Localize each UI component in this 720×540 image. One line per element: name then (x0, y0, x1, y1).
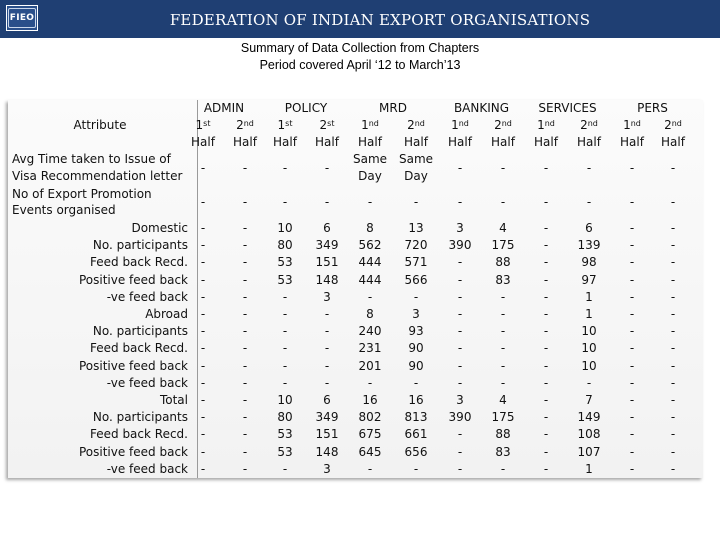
cell-value: - (457, 341, 463, 356)
cell-value: - (500, 289, 506, 304)
cell-value: - (367, 461, 373, 476)
cell-value: - (200, 307, 206, 321)
cell-value: 1 (585, 461, 593, 476)
cell-value: 10 (581, 341, 597, 356)
cell-value: - (367, 375, 373, 390)
cell-value: 139 (577, 238, 601, 253)
cell-value: - (242, 341, 248, 356)
attribute-header: Attribute (73, 118, 127, 132)
cell-value: - (282, 461, 288, 476)
cell-value: - (629, 375, 635, 390)
attribute-label: Visa Recommendation letter (12, 169, 183, 183)
cell-value: - (324, 307, 330, 321)
cell-value: 53 (277, 444, 293, 459)
cell-value: - (200, 375, 206, 390)
half-label: Half (448, 135, 472, 149)
cell-value: - (242, 238, 248, 253)
half-header (481, 117, 525, 134)
cell-value: 149 (577, 410, 601, 425)
row-label: Positive feed back (78, 358, 188, 373)
cell-value: - (457, 289, 463, 304)
cell-value: - (543, 461, 549, 476)
cell-value: 148 (315, 272, 339, 287)
half-number: 2 (494, 118, 502, 132)
half-ordinal: nd (587, 119, 598, 128)
cell-value: 53 (277, 427, 293, 442)
cell-value: 349 (315, 410, 339, 425)
half-number: 2 (319, 118, 328, 132)
cell-value: - (242, 221, 248, 235)
cell-value: - (543, 375, 549, 390)
cell-value: - (324, 375, 330, 390)
cell-value: - (282, 289, 288, 304)
row-label: -ve feed back (106, 461, 188, 476)
cell-value: 231 (358, 341, 382, 356)
cell-value: - (500, 461, 506, 476)
cell-value: 10 (581, 324, 597, 339)
cell-value: - (324, 161, 330, 175)
half-header (223, 117, 267, 134)
cell-value: - (629, 238, 635, 253)
cell-value: 349 (315, 238, 339, 253)
cell-value: - (670, 272, 676, 287)
half-label: Half (534, 135, 558, 149)
cell-value: - (543, 289, 549, 304)
cell-value: - (670, 427, 676, 442)
cell-value: 175 (491, 238, 515, 253)
cell-value: - (670, 324, 676, 339)
cell-value: - (242, 444, 248, 459)
group-header-banking: BANKING (453, 101, 510, 115)
cell-value: 3 (323, 461, 331, 476)
row-label: Feed back Recd. (90, 341, 188, 356)
cell-value: 1 (585, 307, 593, 321)
half-header (394, 117, 438, 134)
cell-value: - (242, 255, 248, 270)
half-number: 1 (537, 118, 545, 132)
cell-value: - (629, 289, 635, 304)
cell-value: - (242, 358, 248, 373)
row-label: Abroad (145, 307, 188, 321)
half-label: Half (404, 135, 428, 149)
cell-value: - (500, 375, 506, 390)
cell-value: 3 (412, 307, 420, 321)
cell-value: - (200, 358, 206, 373)
row-label: Total (159, 393, 188, 407)
cell-value: 175 (491, 410, 515, 425)
cell-value: - (543, 427, 549, 442)
cell-value: - (200, 393, 206, 407)
cell-value: 6 (585, 221, 593, 235)
row-label: Positive feed back (78, 444, 188, 459)
cell-value: - (543, 221, 549, 235)
cell-value: 656 (404, 444, 428, 459)
cell-value: - (457, 195, 463, 209)
cell-value: 16 (362, 393, 378, 407)
group-header-admin: ADMIN (203, 101, 245, 115)
half-header (524, 117, 568, 134)
cell-value: 201 (358, 358, 382, 373)
cell-value: - (324, 195, 330, 209)
cell-value: - (629, 221, 635, 235)
cell-value: - (629, 341, 635, 356)
cell-value: - (200, 272, 206, 287)
row-label: -ve feed back (106, 375, 188, 390)
half-label: Half (620, 135, 644, 149)
cell-value: - (670, 358, 676, 373)
cell-value: - (543, 410, 549, 425)
cell-value: - (670, 341, 676, 356)
cell-value: 80 (277, 238, 293, 253)
group-header-policy: POLICY (284, 101, 328, 115)
cell-value: - (242, 289, 248, 304)
half-ordinal: nd (243, 119, 254, 128)
cell-value: - (324, 324, 330, 339)
half-ordinal: st (203, 119, 211, 128)
cell-value: 562 (358, 238, 382, 253)
cell-value: 108 (577, 427, 601, 442)
cell-value: 151 (315, 427, 339, 442)
cell-value: - (282, 307, 288, 321)
half-header (567, 117, 611, 134)
cell-value: 13 (408, 221, 424, 235)
cell-value: - (413, 289, 419, 304)
cell-value: - (282, 341, 288, 356)
half-number: 1 (195, 118, 204, 132)
cell-value: 6 (323, 393, 331, 407)
half-number: 2 (407, 118, 415, 132)
cell-value: - (200, 195, 206, 209)
cell-value: - (457, 358, 463, 373)
title-banner (0, 0, 720, 38)
cell-value: - (670, 375, 676, 390)
cell-value: - (586, 375, 592, 390)
cell-value: - (457, 161, 463, 175)
cell-value: - (282, 324, 288, 339)
half-ordinal: nd (414, 119, 425, 128)
cell-value: - (367, 289, 373, 304)
cell-value: - (629, 195, 635, 209)
cell-value: - (543, 393, 549, 407)
half-label: Half (358, 135, 382, 149)
cell-value: - (670, 238, 676, 253)
cell-value: 80 (277, 410, 293, 425)
row-label: No. participants (92, 324, 188, 339)
cell-value: 88 (495, 255, 511, 270)
cell-value: - (500, 324, 506, 339)
cell-value: 720 (404, 238, 428, 253)
half-number: 2 (236, 118, 244, 132)
cell-value: 390 (448, 410, 472, 425)
cell-value: 8 (366, 221, 374, 235)
cell-value: - (242, 375, 248, 390)
cell-value: - (629, 393, 635, 407)
half-number: 1 (623, 118, 631, 132)
cell-value: - (200, 221, 206, 235)
cell-value: - (242, 461, 248, 476)
cell-value: - (242, 272, 248, 287)
group-header-pers: PERS (637, 101, 668, 115)
cell-value: - (543, 238, 549, 253)
cell-value: - (586, 195, 592, 209)
cell-value: - (413, 461, 419, 476)
half-number: 2 (664, 118, 672, 132)
cell-value: - (670, 410, 676, 425)
half-label: Half (191, 135, 215, 149)
half-header (181, 117, 225, 134)
cell-value: - (670, 444, 676, 459)
cell-value: 444 (358, 255, 382, 270)
cell-value: - (242, 393, 248, 407)
cell-value: - (282, 358, 288, 373)
half-label: Half (491, 135, 515, 149)
cell-value: 802 (358, 410, 382, 425)
cell-value: - (586, 161, 592, 175)
half-header (305, 117, 349, 134)
cell-value: Day (358, 169, 382, 183)
half-number: 1 (451, 118, 459, 132)
cell-value: 444 (358, 272, 382, 287)
cell-value: - (242, 307, 248, 321)
half-ordinal: nd (368, 119, 379, 128)
cell-value: 566 (404, 272, 428, 287)
cell-value: - (457, 272, 463, 287)
cell-value: - (543, 195, 549, 209)
cell-value: - (670, 307, 676, 321)
cell-value: Same (352, 152, 388, 166)
cell-value: - (629, 161, 635, 175)
cell-value: 4 (499, 393, 507, 407)
cell-value: 88 (495, 427, 511, 442)
attribute-label: Avg Time taken to Issue of (12, 152, 171, 166)
half-label: Half (661, 135, 685, 149)
cell-value: - (670, 221, 676, 235)
cell-value: - (629, 272, 635, 287)
cell-value: - (670, 195, 676, 209)
cell-value: - (629, 410, 635, 425)
row-label: Domestic (131, 221, 188, 235)
data-collection-table (8, 100, 703, 478)
cell-value: - (457, 375, 463, 390)
cell-value: - (457, 307, 463, 321)
cell-value: - (457, 461, 463, 476)
row-label: Feed back Recd. (90, 427, 188, 442)
cell-value: - (324, 341, 330, 356)
cell-value: - (242, 161, 248, 175)
half-number: 2 (580, 118, 588, 132)
cell-value: 7 (585, 393, 593, 407)
half-label: Half (273, 135, 297, 149)
cell-value: - (242, 427, 248, 442)
cell-value: 4 (499, 221, 507, 235)
cell-value: - (629, 444, 635, 459)
half-ordinal: nd (671, 119, 682, 128)
cell-value: 53 (277, 255, 293, 270)
cell-value: 571 (404, 255, 428, 270)
cell-value: - (200, 341, 206, 356)
row-label: No. participants (92, 238, 188, 253)
cell-value: 53 (277, 272, 293, 287)
cell-value: 10 (277, 221, 293, 235)
cell-value: - (629, 358, 635, 373)
cell-value: 148 (315, 444, 339, 459)
cell-value: Same (398, 152, 434, 166)
cell-value: - (413, 195, 419, 209)
half-ordinal: nd (458, 119, 469, 128)
cell-value: - (670, 289, 676, 304)
cell-value: 93 (408, 324, 424, 339)
half-number: 1 (361, 118, 369, 132)
half-header (610, 117, 654, 134)
cell-value: - (367, 195, 373, 209)
cell-value: - (500, 307, 506, 321)
cell-value: 10 (581, 358, 597, 373)
cell-value: - (543, 255, 549, 270)
cell-value: Day (404, 169, 428, 183)
cell-value: - (282, 161, 288, 175)
group-header-services: SERVICES (538, 101, 597, 115)
cell-value: - (543, 161, 549, 175)
row-label: -ve feed back (106, 289, 188, 304)
half-ordinal: nd (544, 119, 555, 128)
cell-value: - (543, 272, 549, 287)
cell-value: - (457, 255, 463, 270)
cell-value: - (543, 341, 549, 356)
cell-value: - (200, 324, 206, 339)
half-header (438, 117, 482, 134)
cell-value: - (324, 358, 330, 373)
cell-value: - (242, 410, 248, 425)
half-ordinal: nd (630, 119, 641, 128)
cell-value: - (500, 341, 506, 356)
attribute-label: Events organised (12, 203, 116, 217)
cell-value: - (200, 427, 206, 442)
cell-value: - (543, 444, 549, 459)
cell-value: - (629, 255, 635, 270)
cell-value: - (282, 375, 288, 390)
cell-value: - (457, 427, 463, 442)
half-label: Half (577, 135, 601, 149)
cell-value: - (670, 255, 676, 270)
cell-value: 107 (577, 444, 601, 459)
cell-value: 3 (456, 393, 464, 407)
period-title: Period covered April ‘12 to March’13 (259, 58, 461, 72)
fieo-logo (6, 5, 38, 31)
cell-value: - (629, 307, 635, 321)
cell-value: 90 (408, 358, 424, 373)
cell-value: - (543, 324, 549, 339)
summary-title: Summary of Data Collection from Chapters (240, 41, 480, 55)
cell-value: 240 (358, 324, 382, 339)
row-label: Feed back Recd. (90, 255, 188, 270)
half-header (651, 117, 695, 134)
half-label: Half (315, 135, 339, 149)
cell-value: 97 (581, 272, 597, 287)
cell-value: 1 (585, 289, 593, 304)
cell-value: - (242, 195, 248, 209)
cell-value: - (457, 444, 463, 459)
cell-value: - (413, 375, 419, 390)
cell-value: - (543, 358, 549, 373)
cell-value: - (670, 393, 676, 407)
cell-value: - (242, 324, 248, 339)
half-ordinal: st (327, 119, 335, 128)
cell-value: - (200, 461, 206, 476)
cell-value: 390 (448, 238, 472, 253)
half-label: Half (233, 135, 257, 149)
cell-value: - (629, 324, 635, 339)
cell-value: 16 (408, 393, 424, 407)
cell-value: 813 (404, 410, 428, 425)
cell-value: 98 (581, 255, 597, 270)
cell-value: - (629, 461, 635, 476)
cell-value: 6 (323, 221, 331, 235)
cell-value: - (670, 461, 676, 476)
cell-value: 675 (358, 427, 382, 442)
cell-value: - (200, 238, 206, 253)
cell-value: 645 (358, 444, 382, 459)
cell-value: 90 (408, 341, 424, 356)
cell-value: 661 (404, 427, 428, 442)
cell-value: 10 (277, 393, 293, 407)
cell-value: 83 (495, 272, 511, 287)
cell-value: - (500, 161, 506, 175)
half-ordinal: nd (501, 119, 512, 128)
cell-value: - (200, 289, 206, 304)
cell-value: 151 (315, 255, 339, 270)
cell-value: - (200, 444, 206, 459)
half-number: 1 (277, 118, 286, 132)
cell-value: - (200, 161, 206, 175)
logo-text: FIEO (8, 8, 36, 28)
half-header (348, 117, 392, 134)
cell-value: 8 (366, 307, 374, 321)
cell-value: - (543, 307, 549, 321)
cell-value: 83 (495, 444, 511, 459)
organisation-title: FEDERATION OF INDIAN EXPORT ORGANISATIONS (169, 11, 591, 29)
attribute-label: No of Export Promotion (12, 187, 152, 201)
row-label: Positive feed back (78, 272, 188, 287)
cell-value: 3 (323, 289, 331, 304)
half-header (263, 117, 307, 134)
group-header-mrd: MRD (379, 101, 407, 115)
cell-value: - (282, 195, 288, 209)
cell-value: - (629, 427, 635, 442)
row-label: No. participants (92, 410, 188, 425)
cell-value: - (200, 255, 206, 270)
cell-value: - (500, 195, 506, 209)
cell-value: - (500, 358, 506, 373)
cell-value: 3 (456, 221, 464, 235)
cell-value: - (670, 161, 676, 175)
cell-value: - (457, 324, 463, 339)
half-ordinal: st (285, 119, 293, 128)
cell-value: - (200, 410, 206, 425)
